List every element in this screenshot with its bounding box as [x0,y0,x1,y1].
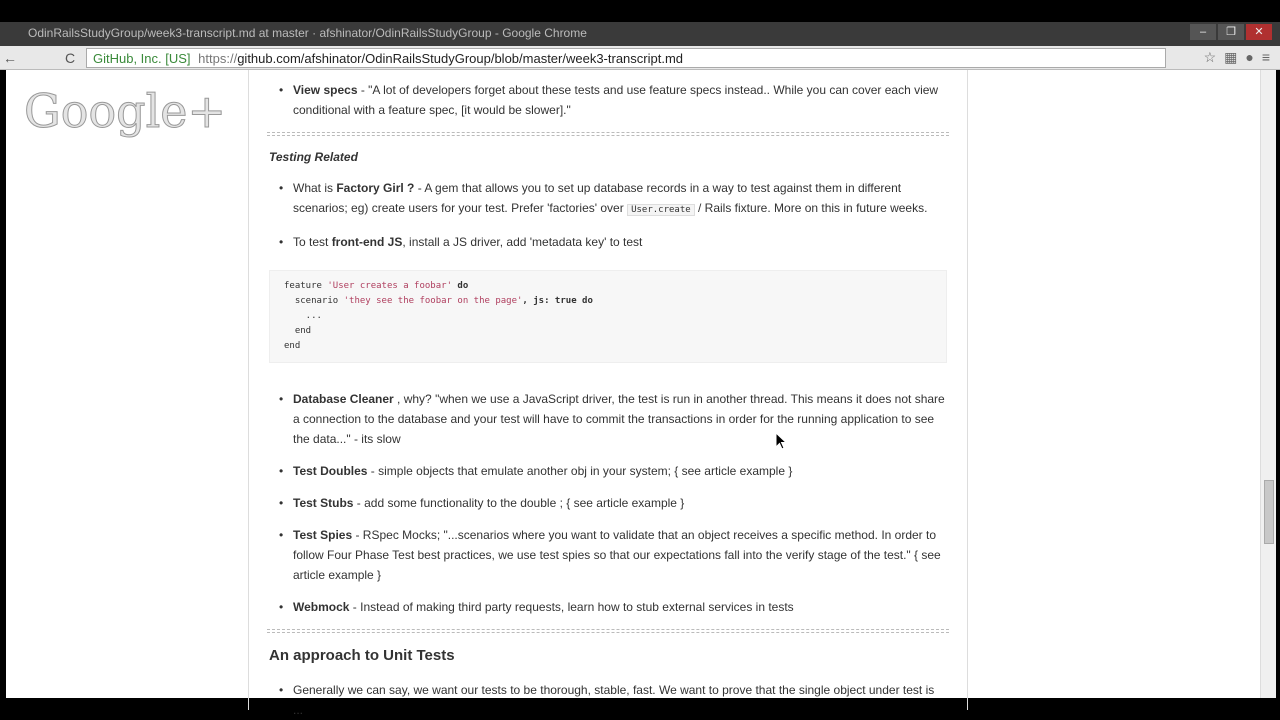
item-text: To test [293,235,332,249]
list-item [269,680,947,720]
extensions [1204,49,1270,66]
minimize-button[interactable]: – [1190,24,1216,40]
divider [267,132,949,136]
item-text: What is [293,181,337,195]
section-heading: An approach to Unit Tests [269,647,455,664]
list-item [269,178,947,220]
window-title: OdinRailsStudyGroup/week3-transcript.md at master · afshinator/OdinRailsStudyGroup - Google Chrome [0,22,1180,46]
close-button[interactable]: ✕ [1246,24,1272,40]
item-text: - "A lot of developers forget about these tests and use feature specs instead.. While you can cover each view conditional with a feature spec, [it would be slower]." [293,83,939,117]
page-viewport [6,70,1260,717]
list-item [269,597,947,617]
url-scheme: https:// [198,51,238,66]
reload-button[interactable]: C [64,49,76,66]
maximize-button[interactable]: ❐ [1218,24,1244,40]
term: View specs [293,83,358,97]
item-text: - RSpec Mocks; "...scenarios where you want to validate that an object receives a specific method. In order to follow Four Phase Test best practices, we use test spies so that our expectations fall into the verify stage of the test." { see article example } [293,528,941,582]
inline-code: User.create [627,204,695,216]
term: front-end JS [331,235,403,249]
divider [267,629,949,633]
list-item [269,80,947,120]
mouse-cursor-icon [775,432,787,450]
item-text: - add some functionality to the double ; { see article example } [353,496,685,510]
bookmark-star-icon[interactable]: ☆ [1203,49,1217,65]
back-button[interactable]: ← [3,49,17,66]
menu-icon[interactable]: ≡ [1261,49,1270,65]
secure-badge: GitHub, Inc. [US] [93,51,191,66]
term: Test Stubs [293,496,354,510]
address-bar[interactable] [86,48,1166,68]
list-item [269,232,947,252]
term: Test Spies [293,528,353,542]
list-item [269,389,947,449]
term: Database Cleaner [293,392,394,406]
extension-icon[interactable]: ▦ [1224,49,1238,65]
item-text: , why? "when we use a JavaScript driver, the test is run in another thread. This means it does not share a connection to the database and your test will have to commit the transactions in order for the running application to see the data..." - its slow [293,392,945,446]
item-text: - A gem that allows you to set up database records in a way to test against them in different scenarios; eg) create users for your test. Prefer 'factories' over [293,181,902,215]
extension-icon[interactable]: ● [1245,49,1254,65]
list-item [269,525,947,585]
markdown-article [248,70,968,717]
item-text: Generally we can say, we want our tests to be thorough, stable, fast. We want to prove that the single object under test is ... [293,683,935,717]
google-plus-logo: Google+ [24,84,227,138]
browser-toolbar [0,46,1280,70]
scrollbar-thumb[interactable] [1264,480,1274,544]
item-text: - simple objects that emulate another obj in your system; { see article example } [367,464,793,478]
vertical-scrollbar[interactable] [1260,70,1276,698]
url-text: github.com/afshinator/OdinRailsStudyGroup/blob/master/week3-transcript.md [237,51,684,66]
list-item [269,461,947,481]
item-text: - Instead of making third party requests, learn how to stub external services in tests [349,600,794,614]
term: Webmock [293,600,350,614]
section-heading: Testing Related [269,150,358,164]
window-controls [1190,24,1272,40]
term: Test Doubles [293,464,368,478]
list-item [269,493,947,513]
term: Factory Girl ? [336,181,415,195]
item-text: / Rails fixture. More on this in future weeks. [694,201,928,215]
item-text: , install a JS driver, add 'metadata key' to test [402,235,643,249]
code-block: feature 'User creates a foobar' do scenario 'they see the foobar on the page', js: true do ... end end [269,270,947,363]
